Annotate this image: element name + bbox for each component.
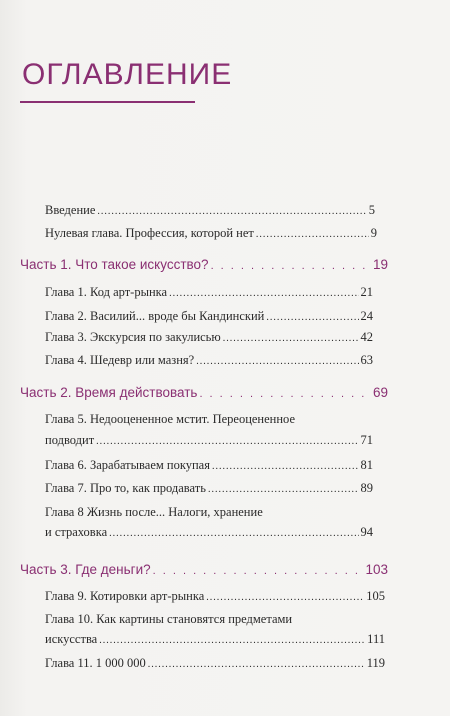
- entry-page: 24: [360, 309, 373, 323]
- title-underline: [20, 101, 195, 103]
- leader-dots: [208, 484, 359, 495]
- leader-dots: [148, 659, 365, 670]
- toc-entry-chapter-8[interactable]: [45, 525, 373, 540]
- leader-dots: [169, 288, 358, 299]
- leader-dots: [196, 356, 358, 367]
- entry-label: подводит: [45, 433, 95, 447]
- leader-dots: [199, 388, 371, 400]
- toc-entry-chapter-10[interactable]: [45, 632, 385, 647]
- leader-dots: [212, 461, 359, 472]
- entry-page: 63: [360, 353, 373, 367]
- toc-part-2[interactable]: [20, 385, 388, 400]
- toc-part-1[interactable]: [20, 257, 388, 272]
- toc-entry-chapter-6[interactable]: [45, 458, 373, 473]
- entry-page: 5: [368, 203, 375, 217]
- entry-label: Глава 3. Экскурсия по закулисью: [45, 330, 221, 344]
- entry-label: Нулевая глава. Профессия, которой нет: [45, 226, 254, 240]
- part-page: 103: [365, 562, 388, 577]
- leader-dots: [99, 635, 365, 646]
- entry-page: 21: [360, 285, 373, 299]
- toc-title: ОГЛАВЛЕНИЕ: [22, 58, 233, 91]
- entry-label: Глава 1. Код арт-рынка: [45, 285, 168, 299]
- entry-label: Глава 7. Про то, как продавать: [45, 481, 206, 495]
- toc-entry-chapter-1[interactable]: [45, 285, 373, 300]
- entry-label: Глава 2. Василий... вроде бы Кандинский: [45, 309, 265, 323]
- entry-label: Глава 6. Зарабатываем покупая: [45, 458, 210, 472]
- entry-page: 111: [367, 632, 385, 646]
- part-label: Часть 3. Где деньги?: [20, 562, 151, 577]
- leader-dots: [109, 528, 358, 539]
- entry-page: 71: [360, 433, 373, 447]
- entry-page: 105: [366, 589, 385, 603]
- entry-label: и страховка: [45, 525, 108, 539]
- part-page: 19: [372, 257, 388, 272]
- toc-entry-intro[interactable]: [45, 203, 375, 218]
- entry-page: 89: [360, 481, 373, 495]
- toc-entry-chapter-5[interactable]: [45, 433, 373, 448]
- toc-entry-chapter-2[interactable]: [45, 309, 373, 324]
- part-label: Часть 1. Что такое искусство?: [20, 257, 209, 272]
- entry-page: 9: [370, 226, 377, 240]
- toc-entry-chapter-9[interactable]: [45, 589, 385, 604]
- leader-dots: [206, 592, 364, 603]
- leader-dots: [256, 229, 369, 240]
- entry-first-line: Глава 8 Жизнь после... Налоги, хранение: [45, 505, 263, 519]
- toc-part-3[interactable]: [20, 562, 388, 577]
- entry-page: 81: [360, 458, 373, 472]
- part-page: 69: [372, 385, 388, 400]
- toc-entry-chapter-7[interactable]: [45, 481, 373, 496]
- entry-label: Введение: [45, 203, 96, 217]
- entry-label: Глава 9. Котировки арт-рынка: [45, 589, 205, 603]
- entry-label: искусства: [45, 632, 98, 646]
- entry-page: 119: [366, 656, 385, 670]
- entry-label: Глава 4. Шедевр или мазня?: [45, 353, 195, 367]
- toc-entry-zero-chapter[interactable]: [45, 226, 377, 241]
- leader-dots: [153, 565, 364, 577]
- entry-page: 94: [360, 525, 373, 539]
- leader-dots: [97, 206, 366, 217]
- entry-first-line: Глава 5. Недооцененное мстит. Переоцененное: [45, 412, 295, 426]
- toc-entry-chapter-4[interactable]: [45, 353, 373, 368]
- part-label: Часть 2. Время действовать: [20, 385, 198, 400]
- entry-first-line: Глава 10. Как картины становятся предметами: [45, 612, 293, 626]
- leader-dots: [211, 260, 371, 272]
- entry-label: Глава 11. 1 000 000: [45, 656, 146, 670]
- leader-dots: [223, 333, 359, 344]
- toc-entry-chapter-3[interactable]: [45, 330, 373, 345]
- entry-page: 42: [360, 330, 373, 344]
- toc-entry-chapter-11[interactable]: [45, 656, 385, 671]
- leader-dots: [96, 436, 358, 447]
- leader-dots: [266, 312, 358, 323]
